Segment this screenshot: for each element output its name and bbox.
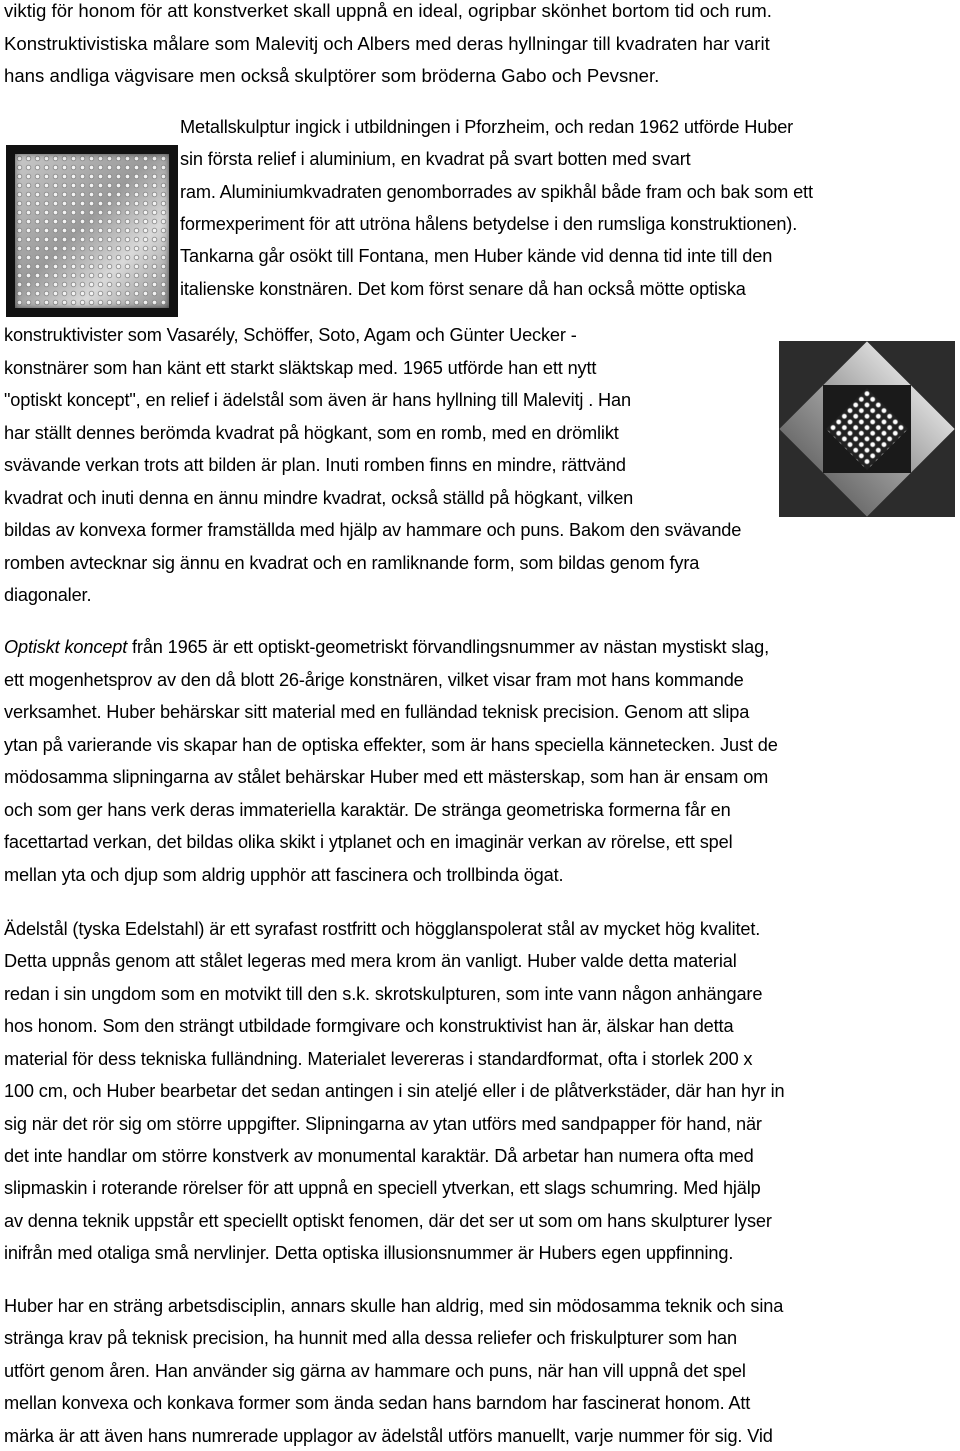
text-line: Metallskulptur ingick i utbildningen i Pforzheim, och redan 1962 utförde Huber: [180, 117, 794, 137]
text-line: ytan på varierande vis skapar han de optiska effekter, som är hans speciella kännetecken. Just de: [4, 735, 778, 755]
text-line: mellan yta och djup som aldrig upphör att fascinera och trollbinda ögat.: [4, 865, 564, 885]
text-line: sin första relief i aluminium, en kvadrat på svart botten med svart: [180, 149, 691, 169]
text-line: slipmaskin i roterande rörelser för att uppnå en speciell ytverkan, ett slags schumring. Med hjälp: [4, 1178, 761, 1198]
text-line: bildas av konvexa former framställda med hjälp av hammare och puns. Bakom den svävande: [4, 520, 742, 540]
text-run: från 1965 är ett optiskt-geometriskt förvandlingsnummer av nästan mystiskt slag,: [127, 637, 769, 657]
text-line: verksamhet. Huber behärskar sitt material med en fulländad teknisk precision. Genom att slipa: [4, 702, 750, 722]
text-line: formexperiment för att utröna hålens betydelse i den rumsliga konstruktionen).: [180, 214, 798, 234]
text-line: ram. Aluminiumkvadraten genomborrades av spikhål både fram och bak som ett: [180, 182, 813, 202]
text-line: mellan konvexa och konkava former som ända sedan hans barndom har fascinerat honom. Att: [4, 1393, 751, 1413]
text-line: svävande verkan trots att bilden är plan. Inuti romben finns en mindre, rättvänd: [4, 455, 626, 475]
text-line: hos honom. Som den strängt utbildade formgivare och konstruktivist han är, älskar han detta: [4, 1016, 734, 1036]
text-line: ett mogenhetsprov av den då blott 26-årige konstnären, vilket visar fram mot hans kommande: [4, 670, 744, 690]
text-line: Detta uppnås genom att stålet legeras med mera krom än vanligt. Huber valde detta material: [4, 951, 737, 971]
text-line: Tankarna går osökt till Fontana, men Huber kände vid denna tid inte till den: [180, 246, 773, 266]
text-line: viktig för honom för att konstverket skall uppnå en ideal, ogripbar skönhet bortom tid och rum.: [4, 0, 772, 21]
text-line: hans andliga vägvisare men också skulptörer som bröderna Gabo och Pevsner.: [4, 65, 660, 86]
text-line: material för dess tekniska fulländning. Materialet levereras i standardformat, ofta i storlek 200 x: [4, 1049, 753, 1069]
artwork-relief-aluminium: [6, 145, 178, 317]
text-line: "optiskt koncept", en relief i ädelstål som även är hans hyllning till Malevitj . Han: [4, 390, 631, 410]
text-line: romben avtecknar sig ännu en kvadrat och en ramliknande form, som bildas genom fyra: [4, 553, 700, 573]
artwork-title: Optiskt koncept: [4, 637, 128, 657]
text-line: har ställt dennes berömda kvadrat på högkant, som en romb, med en drömlikt: [4, 423, 619, 443]
text-line: inifrån med otaliga små nervlinjer. Detta optiska illusionsnummer är Hubers egen uppfinning.: [4, 1243, 734, 1263]
text-line: facettartad verkan, det bildas olika skikt i ytplanet och en imaginär verkan av rörelse, ett spel: [4, 832, 733, 852]
text-line: märka är att även hans numrerade upplagor av ädelstål utförs manuellt, varje nummer för sig. Vid: [4, 1426, 773, 1446]
text-line: stränga krav på teknisk precision, ha hunnit med alla dessa reliefer och friskulpturer som han: [4, 1328, 737, 1348]
text-line: konstruktivister som Vasarély, Schöffer, Soto, Agam och Günter Uecker -: [4, 325, 577, 345]
text-line: italienske konstnären. Det kom först senare då han också mötte optiska: [180, 279, 746, 299]
text-line: Huber har en sträng arbetsdisciplin, annars skulle han aldrig, med sin mödosamma teknik och sina: [4, 1296, 784, 1316]
text-line: redan i sin ungdom som en motvikt till den s.k. skrotskulpturen, som inte vann någon anhängare: [4, 984, 763, 1004]
text-line: [4, 637, 769, 658]
text-line: och som ger hans verk deras immateriella karaktär. De stränga geometriska formerna får en: [4, 800, 731, 820]
text-line: det inte handlar om större konstverk av monumental karaktär. Då arbetar han numera ofta med: [4, 1146, 754, 1166]
text-line: mödosamma slipningarna av stålet behärskar Huber med ett mästerskap, som han är ensam om: [4, 767, 769, 787]
text-line: av denna teknik uppstår ett speciellt optiskt fenomen, där det ser ut som om hans skulpturer lyser: [4, 1211, 772, 1231]
text-line: utfört genom åren. Han använder sig gärna av hammare och puns, när han vill uppnå det spel: [4, 1361, 746, 1381]
text-line: sig när det rör sig om större uppgifter. Slipningarna av ytan utförs med sandpapper för hand, när: [4, 1114, 762, 1134]
text-line: kvadrat och inuti denna en ännu mindre kvadrat, också ställd på högkant, vilken: [4, 488, 634, 508]
text-line: Konstruktivistiska målare som Malevitj och Albers med deras hyllningar till kvadraten har varit: [4, 33, 770, 54]
artwork-optiskt-koncept: [779, 341, 955, 517]
text-line: 100 cm, och Huber bearbetar det sedan antingen i sin ateljé eller i de plåtverkstäder, där han hyr in: [4, 1081, 785, 1101]
text-line: Ädelstål (tyska Edelstahl) är ett syrafast rostfritt och högglanspolerat stål av mycket hög kvalitet.: [4, 919, 761, 939]
text-line: diagonaler.: [4, 585, 92, 605]
text-line: konstnärer som han känt ett starkt släktskap med. 1965 utförde han ett nytt: [4, 358, 597, 378]
